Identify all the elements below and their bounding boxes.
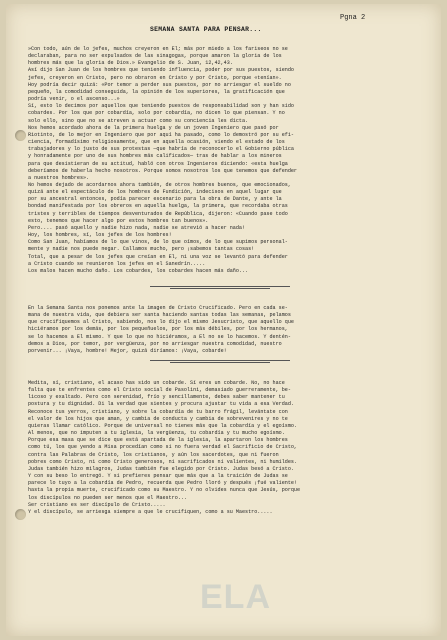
text-line: Hoy, los hombres, sí, los jefes de los hombres!: [28, 232, 172, 239]
text-line: ciencia, formadísimo religiosamente, que en aquella ocasión, viendo el estado de los: [28, 139, 285, 146]
text-line: Pero.... pasó aquello y nadie hizo nada, nadie se atrevió a hacer nada!: [28, 224, 246, 231]
text-line: Total, que a pesar de los jefes que creían en El, ni una voz se levantó para defender: [28, 253, 288, 260]
text-line: postura y tu dignidad. Di la verdad que sientes y procura ajustar tu vida a esa Verdad.: [28, 401, 294, 408]
text-line: por su ancestral entonces, podía parecer escenario para la obra de Dante, y ante la: [28, 196, 282, 203]
text-line: esto, tenemos que hacer algo por estos hombres tan buenos».: [28, 217, 209, 224]
text-line: mana de nuestra vida, que debiera ser santa haciendo santas todas las semanas, pelamos: [28, 312, 291, 319]
text-line: Ser cristiano es ser discípulo de Cristo.....: [28, 501, 166, 508]
punch-hole: [15, 509, 26, 520]
section-three-text: [28, 380, 396, 516]
section-two-text: [28, 305, 396, 355]
section-divider: [170, 288, 270, 289]
text-line: pobres como Cristo, ni como Cristo generosos, ni sacrificados ni valientes, ni humildes.: [28, 458, 297, 465]
text-line: Sí, esto lo decimos por aquellos que teniendo puestos de responsabilidad son y han sido: [28, 103, 294, 110]
text-line: Nos hemos acordado ahora de la primera huelga y de un joven Ingeniero que pasó por: [28, 124, 279, 131]
section-divider: [150, 360, 290, 361]
text-line: hombres más que la gloria de Dios.» Evangelio de S. Juan, 12,42,43.: [28, 60, 233, 67]
text-line: Porque esa masa que se dice que está apartada de la iglesia, la apartaron los hombres: [28, 437, 288, 444]
text-line: deberíamos de haberla hecho nosotros. Porque somos nosotros los que tenemos que defender: [28, 167, 297, 174]
archive-watermark: ELA: [200, 578, 271, 616]
text-line: Judas también hizo milagros, Judas también fue elegido por Cristo. Judas besó a Cristo.: [28, 465, 294, 472]
section-divider: [150, 286, 290, 287]
text-line: podría venir, o el ascenso...»: [28, 96, 120, 103]
text-line: a Cristo cuando se reunieron los jefes en el Sanedrín.....: [28, 260, 206, 267]
text-line: Y el discípulo, se arriesga siempre a que le crucifiquen, como a su Maestro.....: [28, 508, 273, 515]
text-line: falta que te enfrentes como el Cristo social de Pasolini, demasiado guerreramente, be-: [28, 387, 291, 394]
text-line: como tú, los que yendo a Misa procedían como si no fuera verdad el Sacrificio de Cristo,: [28, 444, 297, 451]
text-line: Riotinto, de lo mejor en Ingeniero que por aquí ha pasado, como lo demostró por su efi-: [28, 131, 294, 138]
section-divider: [170, 362, 270, 363]
text-line: En la Semana Santa nos ponemos ante la imagen de Cristo Crucificado. Pero en cada se-: [28, 305, 288, 311]
text-line: Al menos, que no imputen a tu iglesia, la vergüenza, tu cobardía y tu mucho egoísmo.: [28, 430, 285, 437]
text-line: Así dijo San Juan de los hombres que teniendo influencia, poder por sus puestos, siendo: [28, 67, 294, 74]
text-line: porvenir... ¡Vaya, hombre! Mejor, quizá diríamos: ¡Vaya, cobarde!: [28, 347, 227, 354]
text-line: mente y nadie nos puede negar. Callamos mucho, pero ¡sabemos tantas cosas!: [28, 246, 255, 253]
text-line: y honradamente por uno de sus hombres más calificados— tras de hablar a los mineros: [28, 153, 282, 160]
text-line: para que desistieran de su actitud, habló con otros Ingenieros diciendo: «esta huelga: [28, 160, 288, 167]
text-line: Medita, sí, cristiano, el acaso has sido un cobarde. Sí eres un cobarde. No, no hace: [28, 380, 285, 386]
text-line: quizá ante el espectáculo de los hombres de Fundición, indecisos en aquel lugar que: [28, 189, 282, 196]
text-line: tristes y terribles de tiempos desventurados de República, dijeron: «Cuando pase todo: [28, 210, 288, 217]
text-line: parece lo tuyo a la cobardía de Pedro, recuerda que Pedro lloró y después ¡fué valiente!: [28, 480, 297, 487]
text-line: que crucifiquemos al Cristo, sabiendo, nos lo dijo el mismo Jesucristo, que aquello que: [28, 319, 294, 326]
text-line: contra las Palabras de Cristo, los cristianos, y aún los sacerdotes, que ni fueron: [28, 451, 279, 458]
section-one-text: [28, 46, 396, 275]
text-line: pequeño, la comodidad conseguida, la opinión de los superiores, la gratificación que: [28, 88, 285, 95]
text-line: Los malos hacen mucho daño. Los cobardes, los cobardes hacen más daño...: [28, 267, 249, 274]
page-number: Pgna 2: [340, 14, 366, 22]
text-line: Como San Juan, habíamos de lo que vinos, de lo que oímos, de lo que supimos personal-: [28, 239, 288, 246]
text-line: hiciéramos por los demás, por los pequeñuelos, por los más débiles, por los hermanos,: [28, 326, 288, 333]
text-line: jefes, creyeron en Cristo, pero no obraron en Cristo y por Cristo, porque «tenían».: [28, 74, 282, 81]
text-line: No hemos dejado de acordarnos ahora también, de otros hombres buenos, que emocionados,: [28, 181, 291, 188]
document-title: SEMANA SANTA PARA PENSAR...: [150, 26, 262, 33]
text-line: licoso y exaltado. Pero con serenidad, frío y sencillamente, debes saber mantener tu: [28, 394, 285, 401]
punch-hole: [15, 130, 26, 141]
text-line: Reconoce tus yerros, cristiano, y sobre la cobardía de tu barro frágil, levántate con: [28, 408, 288, 415]
text-line: los discípulos no pueden ser menos que el Maestro...: [28, 494, 187, 501]
text-line: Y con su beso lo entregó. Y si prefieres pensar que más que a la traición de Judas se: [28, 473, 288, 480]
text-line: a nuestros hombres».: [28, 174, 90, 181]
text-line: trabajadores y lo justo de sus protestas —que habría de reconocerlo el Gobierno pública: [28, 146, 294, 153]
text-line: Hoy podría decir quizá: «Por temor a perder sus puestos, por no arriesgar el sueldo no: [28, 81, 291, 88]
text-line: quieras llamar católico. Porque de universal no tienes más que la cobardía y el egoísmo.: [28, 422, 297, 429]
text-line: declaraban, para no ser expulsados de las sinagogas, porque amaron la gloria de los: [28, 53, 282, 60]
text-line: »Con todo, aún de lo jefes, muchos creyeron en El; más por miedo a los fariseos no se: [28, 46, 288, 52]
text-line: se lo hacemos a El mismo. Y que lo que no hiciéramos, a El no se lo hacemos. Y dentén-: [28, 333, 291, 340]
text-line: cobardes. Por los que por cobardía, solo por cobardía, no dicen lo que piensan. Y no: [28, 110, 285, 117]
text-line: solo ello, sino que no se atreven a actuar como su conciencia les dicta.: [28, 117, 249, 124]
text-line: el valor de los hijos que aman, y cambia de conducta y cambia de sobrevenires y no te: [28, 415, 288, 422]
text-line: demos a Dios, por temor, por vergüenza, por no arriesgar nuestra comodidad, nuestro: [28, 340, 282, 347]
text-line: hasta la propia muerte, crucificado como su Maestro. Y no olvides nunca que Jesús, porque: [28, 487, 301, 494]
text-line: bondad manifestada por los obreros en aquella huelga, la primera, que recordaba otras: [28, 203, 288, 210]
